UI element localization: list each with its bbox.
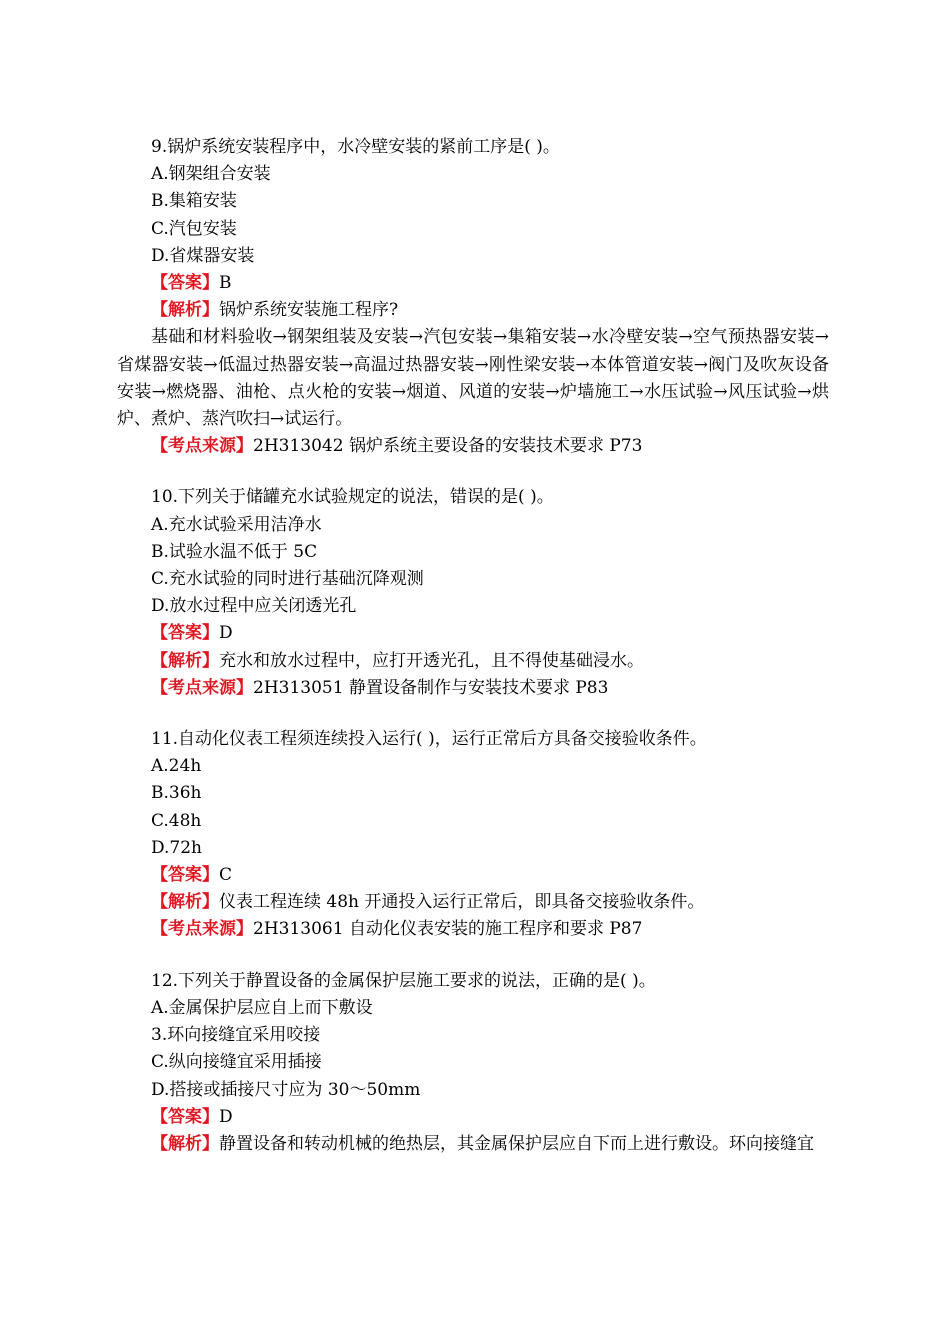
analysis-text: 仪表工程连续 48h 开通投入运行正常后，即具备交接验收条件。 <box>219 892 705 913</box>
option-d: D.72h <box>151 837 203 858</box>
option-a: A.充水试验采用洁净水 <box>151 514 322 535</box>
option-a: A.24h <box>151 756 202 777</box>
source-tag: 【考点来源】 <box>151 919 253 940</box>
question-stem: 12.下列关于静置设备的金属保护层施工要求的说法，正确的是( )。 <box>151 970 656 991</box>
option-b: 3.环向接缝宜采用咬接 <box>151 1025 321 1046</box>
document-page <box>117 134 829 1182</box>
answer-value: C <box>219 865 233 886</box>
question-10 <box>117 484 829 702</box>
source-text: 2H313061 自动化仪表安装的施工程序和要求 P87 <box>253 919 643 940</box>
source-tag: 【考点来源】 <box>151 436 253 457</box>
analysis-tag: 【解析】 <box>151 300 219 321</box>
option-d: D.省煤器安装 <box>151 245 255 266</box>
analysis-line <box>117 297 829 324</box>
question-stem: 10.下列关于储罐充水试验规定的说法，错误的是( )。 <box>151 487 554 508</box>
option-c: C.48h <box>151 810 202 831</box>
answer-line <box>117 620 829 647</box>
question-stem: 9.锅炉系统安装程序中，水冷壁安装的紧前工序是( )。 <box>151 137 560 157</box>
option-b: B.集箱安装 <box>151 191 237 212</box>
answer-tag: 【答案】 <box>151 1106 219 1127</box>
analysis-line <box>117 889 829 916</box>
source-text: 2H313042 锅炉系统主要设备的安装技术要求 P73 <box>253 436 643 457</box>
answer-tag: 【答案】 <box>151 273 219 294</box>
analysis-paragraph <box>117 1131 829 1158</box>
analysis-tag: 【解析】 <box>151 892 219 913</box>
question-12 <box>117 968 829 1158</box>
analysis-text: 充水和放水过程中，应打开透光孔，且不得使基础浸水。 <box>219 650 644 671</box>
source-text: 2H313051 静置设备制作与安装技术要求 P83 <box>253 677 609 698</box>
answer-value: D <box>219 623 233 644</box>
source-line <box>117 433 829 460</box>
answer-tag: 【答案】 <box>151 865 219 886</box>
option-c: C.汽包安装 <box>151 218 237 239</box>
option-d: D.放水过程中应关闭透光孔 <box>151 596 357 617</box>
analysis-tag: 【解析】 <box>151 650 219 671</box>
option-c: C.纵向接缝宜采用插接 <box>151 1052 322 1073</box>
answer-line <box>117 1104 829 1131</box>
option-d: D.搭接或插接尺寸应为 30～50mm <box>151 1079 421 1100</box>
answer-value: B <box>219 273 232 294</box>
question-9 <box>117 134 829 460</box>
option-b: B.试验水温不低于 5C <box>151 541 318 562</box>
option-a: A.金属保护层应自上而下敷设 <box>151 997 373 1018</box>
source-tag: 【考点来源】 <box>151 677 253 698</box>
option-b: B.36h <box>151 783 202 804</box>
option-c: C.充水试验的同时进行基础沉降观测 <box>151 569 424 590</box>
answer-line <box>117 862 829 889</box>
question-11 <box>117 726 829 944</box>
analysis-text: 锅炉系统安装施工程序? <box>219 300 399 321</box>
source-line <box>117 675 829 702</box>
analysis-detail: 基础和材料验收→钢架组装及安装→汽包安装→集箱安装→水冷壁安装→空气预热器安装→省煤器安装→低温过热器安装→高温过热器安装→刚性梁安装→本体管道安装→阀门及吹灰设备安装→燃烧器、油枪、点火枪的安装→烟道、风道的安装→炉墙施工→水压试验→风压试验→烘炉、煮炉、蒸汽吹扫→试运行。 <box>117 327 829 430</box>
answer-value: D <box>219 1106 233 1127</box>
answer-tag: 【答案】 <box>151 623 219 644</box>
analysis-line <box>117 648 829 675</box>
option-a: A.钢架组合安装 <box>151 164 271 185</box>
answer-line <box>117 270 829 297</box>
question-stem: 11.自动化仪表工程须连续投入运行( )，运行正常后方具备交接验收条件。 <box>151 729 707 750</box>
source-line <box>117 916 829 943</box>
analysis-tag: 【解析】 <box>151 1133 219 1154</box>
analysis-text: 静置设备和转动机械的绝热层，其金属保护层应自下而上进行敷设。环向接缝宜 <box>219 1133 814 1154</box>
